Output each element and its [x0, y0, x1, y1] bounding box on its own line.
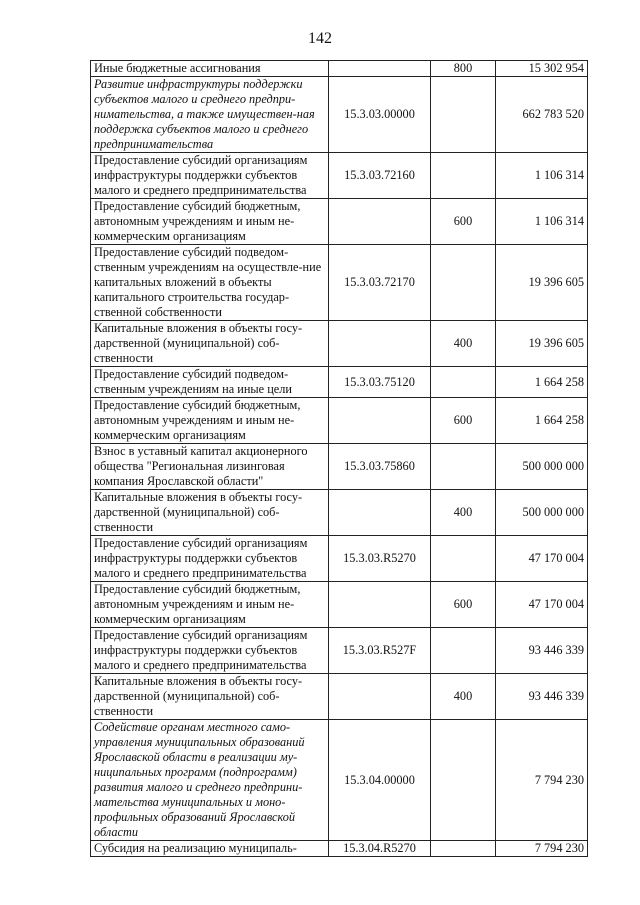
- table-row: [91, 490, 588, 536]
- row-amount: 7 794 230: [496, 841, 588, 857]
- row-name: Предоставление субсидий бюджетным, автономным учреждениям и иным не-коммерческим организациям: [91, 199, 329, 245]
- row-expense-type: [431, 628, 496, 674]
- row-expense-type: 400: [431, 321, 496, 367]
- row-name: Капитальные вложения в объекты госу-дарственной (муниципальной) соб-ственности: [91, 674, 329, 720]
- row-name: Содействие органам местного само-управления муниципальных образований Ярославской области в реализации му-ниципальных программ (подпрограмм) развития малого и среднего предприни-мательства муниципальных и моно-профильных образований Ярославской области: [91, 720, 329, 841]
- row-code: [329, 582, 431, 628]
- row-expense-type: [431, 720, 496, 841]
- row-amount: 1 664 258: [496, 367, 588, 398]
- row-amount: 7 794 230: [496, 720, 588, 841]
- row-name: Предоставление субсидий бюджетным, автономным учреждениям и иным не-коммерческим организациям: [91, 582, 329, 628]
- table-row: [91, 536, 588, 582]
- table-row: [91, 444, 588, 490]
- row-amount: 93 446 339: [496, 628, 588, 674]
- table-row: [91, 674, 588, 720]
- row-code: 15.3.03.R527F: [329, 628, 431, 674]
- page-number: 142: [308, 30, 332, 47]
- row-amount: 15 302 954: [496, 61, 588, 77]
- budget-table: [90, 60, 588, 857]
- row-name: Предоставление субсидий подведом-ственным учреждениям на иные цели: [91, 367, 329, 398]
- row-code: 15.3.04.00000: [329, 720, 431, 841]
- table-row: [91, 61, 588, 77]
- table-row: [91, 841, 588, 857]
- row-code: [329, 61, 431, 77]
- table-row: [91, 77, 588, 153]
- row-expense-type: [431, 245, 496, 321]
- row-name: Взнос в уставный капитал акционерного общества "Региональная лизинговая компания Ярославской области": [91, 444, 329, 490]
- row-code: [329, 674, 431, 720]
- row-expense-type: [431, 367, 496, 398]
- row-amount: 662 783 520: [496, 77, 588, 153]
- table-row: [91, 153, 588, 199]
- row-expense-type: [431, 841, 496, 857]
- row-expense-type: [431, 153, 496, 199]
- table-row: [91, 199, 588, 245]
- row-code: 15.3.04.R5270: [329, 841, 431, 857]
- row-expense-type: [431, 536, 496, 582]
- row-code: 15.3.03.72170: [329, 245, 431, 321]
- table-row: [91, 367, 588, 398]
- row-amount: 19 396 605: [496, 245, 588, 321]
- row-name: Предоставление субсидий бюджетным, автономным учреждениям и иным не-коммерческим организациям: [91, 398, 329, 444]
- table-row: [91, 628, 588, 674]
- row-expense-type: 600: [431, 398, 496, 444]
- row-code: [329, 490, 431, 536]
- row-amount: 47 170 004: [496, 582, 588, 628]
- row-amount: 19 396 605: [496, 321, 588, 367]
- row-expense-type: 400: [431, 674, 496, 720]
- row-code: 15.3.03.75860: [329, 444, 431, 490]
- row-amount: 500 000 000: [496, 444, 588, 490]
- row-code: 15.3.03.72160: [329, 153, 431, 199]
- row-amount: 1 664 258: [496, 398, 588, 444]
- row-amount: 1 106 314: [496, 153, 588, 199]
- row-name: Иные бюджетные ассигнования: [91, 61, 329, 77]
- row-expense-type: 800: [431, 61, 496, 77]
- row-amount: 500 000 000: [496, 490, 588, 536]
- row-name: Предоставление субсидий организациям инфраструктуры поддержки субъектов малого и среднего предпринимательства: [91, 628, 329, 674]
- row-name: Предоставление субсидий организациям инфраструктуры поддержки субъектов малого и среднего предпринимательства: [91, 153, 329, 199]
- row-amount: 93 446 339: [496, 674, 588, 720]
- row-code: [329, 398, 431, 444]
- row-expense-type: 600: [431, 199, 496, 245]
- row-code: 15.3.03.R5270: [329, 536, 431, 582]
- table-row: [91, 245, 588, 321]
- table-row: [91, 720, 588, 841]
- row-name: Капитальные вложения в объекты госу-дарственной (муниципальной) соб-ственности: [91, 321, 329, 367]
- row-code: [329, 199, 431, 245]
- row-expense-type: 600: [431, 582, 496, 628]
- row-expense-type: [431, 77, 496, 153]
- row-name: Предоставление субсидий подведом-ственным учреждениям на осуществле-ние капитальных вложений в объекты капитального строительства государ-ственной собственности: [91, 245, 329, 321]
- row-code: [329, 321, 431, 367]
- row-code: 15.3.03.00000: [329, 77, 431, 153]
- table-row: [91, 398, 588, 444]
- row-code: 15.3.03.75120: [329, 367, 431, 398]
- row-name: Предоставление субсидий организациям инфраструктуры поддержки субъектов малого и среднего предпринимательства: [91, 536, 329, 582]
- row-name: Развитие инфраструктуры поддержки субъектов малого и среднего предпри-нимательства, а также имуществен-ная поддержка субъектов малого и среднего предпринимательства: [91, 77, 329, 153]
- row-name: Капитальные вложения в объекты госу-дарственной (муниципальной) соб-ственности: [91, 490, 329, 536]
- table-row: [91, 321, 588, 367]
- row-expense-type: 400: [431, 490, 496, 536]
- row-name: Субсидия на реализацию муниципаль-: [91, 841, 329, 857]
- row-expense-type: [431, 444, 496, 490]
- row-amount: 47 170 004: [496, 536, 588, 582]
- table-row: [91, 582, 588, 628]
- row-amount: 1 106 314: [496, 199, 588, 245]
